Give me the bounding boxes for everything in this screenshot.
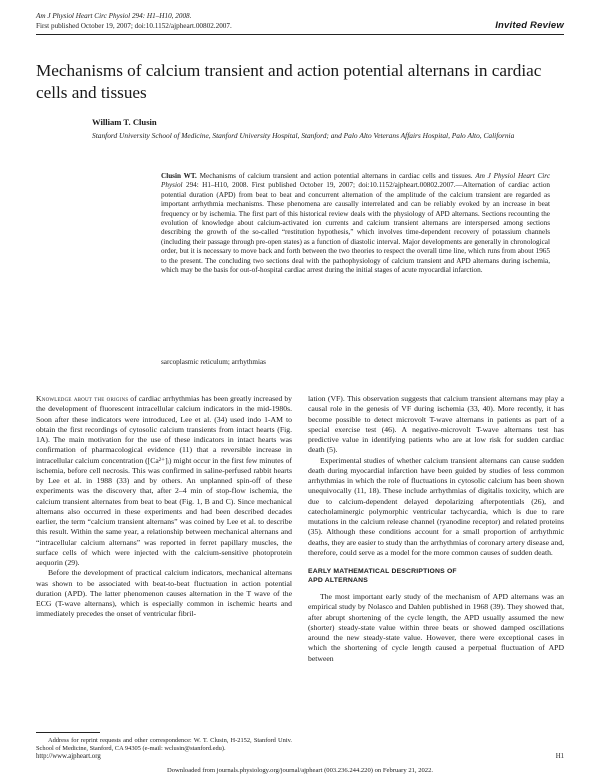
section-label: Invited Review	[495, 20, 564, 31]
abstract-citation-journal: Am J Physiol Heart Circ Physiol	[161, 172, 551, 190]
abstract-citation-title: Mechanisms of calcium transient and action potential alternans in cardiac cells and tissues.	[199, 172, 473, 180]
abstract-keywords: sarcoplasmic reticulum; arrhythmias	[161, 358, 266, 366]
section-heading: EARLY MATHEMATICAL DESCRIPTIONS OF APD ALTERNANS	[308, 568, 457, 584]
abstract-body: Alternation of cardiac action potential duration (APD) from beat to beat and concurrent alternation of the amplitude of the calcium transient are regarded as important arrhythmia mechanisms. These phenomena are causally interrelated and can be reliably evoked by an increase in beat frequency or by ischemia. The first part of this historical review deals with the physiology of APD alternans. Sections recounting the evolution of knowledge about calcium-activated ion currents and calcium transient alternans are interspersed among sections describing the growth of the so-called “restitution hypothesis,” which involves time-dependent recovery of potassium channels (including their passage through pre-open states) as a function of diastolic interval. Major developments are generally in chronological order, but it is necessary to move back and forth between the two theories to respect the overall time line, which runs from about 1965 to the present. The concluding two sections deal with the pathophysiology of calcium transient and APD alternans during ischemia, which may be the basis for out-of-hospital cardiac arrest during the initial stages of acute myocardial infarction.	[161, 181, 551, 275]
footnote-divider	[36, 732, 100, 733]
header-citation-line1: Am J Physiol Heart Circ Physiol 294: H1–H10, 2008.	[36, 12, 192, 20]
correspondence-footnote: Address for reprint requests and other correspondence: W. T. Clusin, H-2152, Stanford Univ. School of Medicine, Stanford, CA 94305 (e-mail: wclusin@stanford.edu).	[36, 737, 292, 753]
body-column-left	[36, 394, 292, 620]
body-column-right	[308, 394, 564, 664]
body-paragraph: The most important early study of the mechanism of APD alternans was an empirical study by Nolasco and Dahlen published in 1968 (39). They showed that, after abrupt shortening of the cycle length, the APD usually assumed the new (shorter) steady-state value within three beats or showed damped oscillations around the new steady-state value. However, there were exceptional cases in which the shortening of cycle length caused a perpetual fluctuation of APD between	[308, 592, 564, 663]
download-note: Downloaded from journals.physiology.org/journal/ajpheart (003.236.244.220) on February 21, 2022.	[166, 767, 434, 774]
body-paragraph: Experimental studies of whether calcium transient alternans can cause sudden death during myocardial infarction have been guided by studies of less common arrhythmias in which the role of fluctuations in cytosolic calcium has been shown unequivocally (11, 18). These include arrhythmias of digitalis toxicity, which are due to calcium-dependent delayed depolarizing afterpotentials (26), and catecholaminergic polymorphic ventricular tachycardia, which is due to rare mutations in the calcium release channel (ryanodine receptor) and related proteins (35). Although these conditions account for a small proportion of arrhythmic deaths, they are easier to study than the arrhythmias of coronary artery disease and, therefore, could serve as a model for the more common causes of sudden death.	[308, 455, 564, 557]
author-name: William T. Clusin	[92, 117, 157, 127]
journal-url-link[interactable]: http://www.ajpheart.org	[36, 753, 101, 760]
running-header-citation	[36, 12, 232, 31]
page-number: H1	[555, 753, 564, 760]
abstract-citation-author: Clusin WT.	[161, 172, 197, 180]
abstract	[161, 172, 550, 275]
body-paragraph: lation (VF). This observation suggests that calcium transient alternans may play a causal role in the genesis of VF during ischemia (33, 40). More recently, it has become possible to detect microvolt T-wave alternans in patients as part of a special exercise test (46). A negative-microvolt T-wave alternans test has predictive value in identifying patients who are at low risk for sudden cardiac death (5).	[308, 394, 564, 455]
article-title: Mechanisms of calcium transient and action potential alternans in cardiac cells and tissues	[36, 61, 542, 102]
header-divider	[36, 34, 564, 35]
paragraph-lead-in: Knowledge about the origins	[36, 394, 129, 403]
body-paragraph: Before the development of practical calcium indicators, mechanical alternans was shown to be associated with beat-to-beat fluctuation in action potential duration (APD). The latter phenomenon causes alternation in the T wave of the ECG (T-wave alternans), which is especially common in ischemic hearts and immediately precedes the onset of ventricular fibril-	[36, 568, 292, 619]
author-affiliation: Stanford University School of Medicine, Stanford University Hospital, Stanford; and Palo Alto Veterans Affairs Hospital, Palo Alto, California	[92, 131, 515, 140]
body-paragraph: Knowledge about the origins of cardiac arrhythmias has been greatly increased by the development of fluorescent intracellular calcium indicators in the mid-1980s. Soon after these indicators were introduced, Lee et al. (34) used indo 1-AM to obtain the first recordings of cytosolic calcium transients from intact hearts (Fig. 1A). The main motivation for the use of these indicators in intact hearts was confirmation of pharmacological evidence (11) that a reversible increase in intracellular calcium concentration ([Ca²⁺]ᵢ) might occur in the first few minutes of ischemia, before cell necrosis. This was confirmed in saline-perfused rabbit hearts by Lee et al. in 1988 (33) and by others. An unplanned spin-off of these experiments was the discovery that, after 2–4 min of stop-flow ischemia, the calcium transient alternates from beat to beat (Fig. 1, B and C). Since mechanical alternans also occurred in these experiments and had been described decades earlier, the term “calcium transient alternans” was coined by Lee et al. to describe this result. Within the same year, a relationship between mechanical alternans and “intracellular calcium alternans” was reported in ferret papillary muscles, the surface cells of which were injected with the calcium-sensitive photoprotein aequorin (29).	[36, 394, 293, 567]
header-citation-line2: First published October 19, 2007; doi:10.1152/ajpheart.00802.2007.	[36, 21, 232, 30]
abstract-citation-rest: 294: H1–H10, 2008. First published October 19, 2007; doi:10.1152/ajpheart.00802.2007.—	[185, 181, 463, 190]
